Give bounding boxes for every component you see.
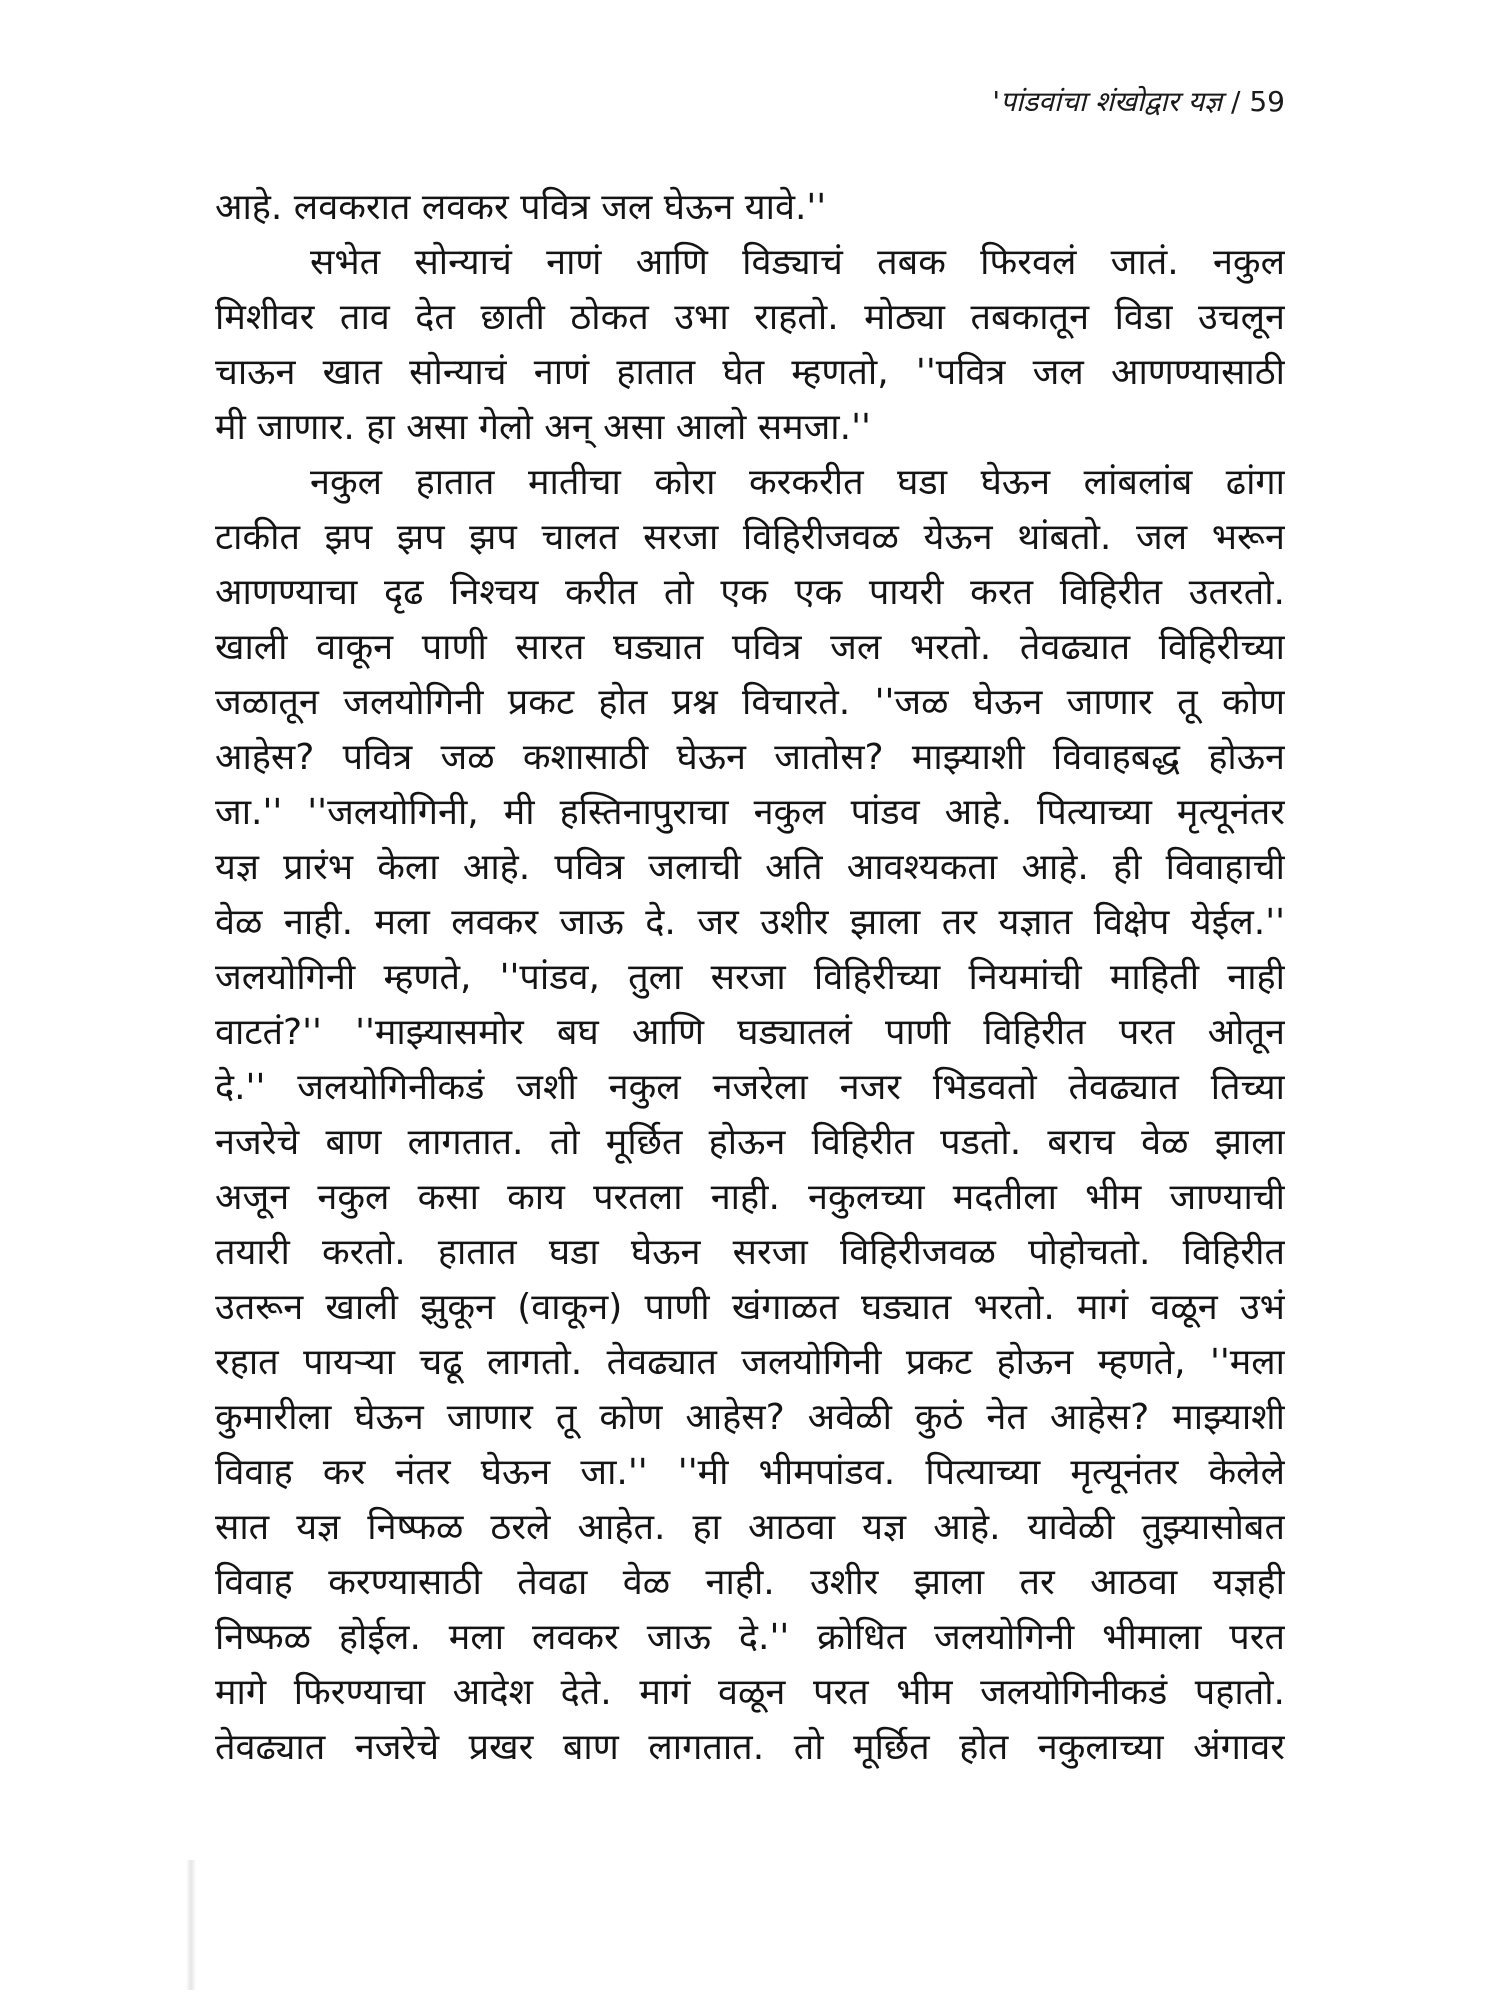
text-line: मागे फिरण्याचा आदेश देते. मागं वळून परत भीम जलयोगिनीकडं पहातो. [215, 1672, 1285, 1713]
text-line: जळातून जलयोगिनी प्रकट होत प्रश्न विचारते. ''जळ घेऊन जाणार तू कोण [215, 682, 1285, 723]
text-line: जा.'' ''जलयोगिनी, मी हस्तिनापुराचा नकुल पांडव आहे. पित्याच्या मृत्यूनंतर [215, 792, 1285, 833]
text-line: रहात पायऱ्या चढू लागतो. तेवढ्यात जलयोगिनी प्रकट होऊन म्हणते, ''मला [215, 1342, 1285, 1383]
text-line: आहेस? पवित्र जळ कशासाठी घेऊन जातोस? माझ्याशी विवाहबद्ध होऊन [215, 737, 1285, 778]
text-line: मी जाणार. हा असा गेलो अन् असा आलो समजा.'' [215, 407, 871, 448]
running-header-separator: / [1231, 85, 1241, 118]
page-number: 59 [1249, 85, 1285, 118]
body-text [215, 180, 1285, 1775]
text-line: विवाह करण्यासाठी तेवढा वेळ नाही. उशीर झाला तर आठवा यज्ञही [215, 1562, 1285, 1603]
text-line: तेवढ्यात नजरेचे प्रखर बाण लागतात. तो मूर्छित होत नकुलाच्या अंगावर [215, 1727, 1285, 1768]
text-line: निष्फळ होईल. मला लवकर जाऊ दे.'' क्रोधित जलयोगिनी भीमाला परत [215, 1617, 1285, 1658]
text-line: सभेत सोन्याचं नाणं आणि विड्याचं तबक फिरवलं जातं. नकुल [310, 242, 1285, 283]
text-line: खाली वाकून पाणी सारत घड्यात पवित्र जल भरतो. तेवढ्यात विहिरीच्या [215, 627, 1285, 668]
text-line: विवाह कर नंतर घेऊन जा.'' ''मी भीमपांडव. पित्याच्या मृत्यूनंतर केलेले [215, 1452, 1285, 1493]
text-line: चाऊन खात सोन्याचं नाणं हातात घेत म्हणतो, ''पवित्र जल आणण्यासाठी [215, 352, 1285, 393]
running-header [900, 82, 1285, 120]
text-line: नजरेचे बाण लागतात. तो मूर्छित होऊन विहिरीत पडतो. बराच वेळ झाला [215, 1122, 1285, 1163]
text-line: आहे. लवकरात लवकर पवित्र जल घेऊन यावे.'' [215, 187, 827, 228]
text-line: टाकीत झप झप झप चालत सरजा विहिरीजवळ येऊन थांबतो. जल भरून [215, 517, 1285, 558]
text-line: वेळ नाही. मला लवकर जाऊ दे. जर उशीर झाला तर यज्ञात विक्षेप येईल.'' [215, 902, 1285, 943]
text-line: अजून नकुल कसा काय परतला नाही. नकुलच्या मदतीला भीम जाण्याची [215, 1177, 1285, 1218]
text-line: यज्ञ प्रारंभ केला आहे. पवित्र जलाची अति आवश्यकता आहे. ही विवाहाची [215, 847, 1285, 888]
text-line: वाटतं?'' ''माझ्यासमोर बघ आणि घड्यातलं पाणी विहिरीत परत ओतून [215, 1012, 1285, 1053]
text-line: उतरून खाली झुकून (वाकून) पाणी खंगाळत घड्यात भरतो. मागं वळून उभं [215, 1287, 1285, 1328]
text-line: नकुल हातात मातीचा कोरा करकरीत घडा घेऊन लांबलांब ढांगा [310, 462, 1285, 503]
text-line: जलयोगिनी म्हणते, ''पांडव, तुला सरजा विहिरीच्या नियमांची माहिती नाही [215, 957, 1285, 998]
text-line: तयारी करतो. हातात घडा घेऊन सरजा विहिरीजवळ पोहोचतो. विहिरीत [215, 1232, 1285, 1273]
text-line: मिशीवर ताव देत छाती ठोकत उभा राहतो. मोठ्या तबकातून विडा उचलून [215, 297, 1285, 338]
binding-shadow [186, 1860, 196, 1990]
text-line: दे.'' जलयोगिनीकडं जशी नकुल नजरेला नजर भिडवतो तेवढ्यात तिच्या [215, 1067, 1285, 1108]
text-line: कुमारीला घेऊन जाणार तू कोण आहेस? अवेळी कुठं नेत आहेस? माझ्याशी [215, 1397, 1285, 1438]
text-line: सात यज्ञ निष्फळ ठरले आहेत. हा आठवा यज्ञ आहे. यावेळी तुझ्यासोबत [215, 1507, 1285, 1548]
running-header-title: 'पांडवांचा शंखोद्वार यज्ञ [992, 85, 1223, 118]
text-line: आणण्याचा दृढ निश्चय करीत तो एक एक पायरी करत विहिरीत उतरतो. [215, 572, 1285, 613]
